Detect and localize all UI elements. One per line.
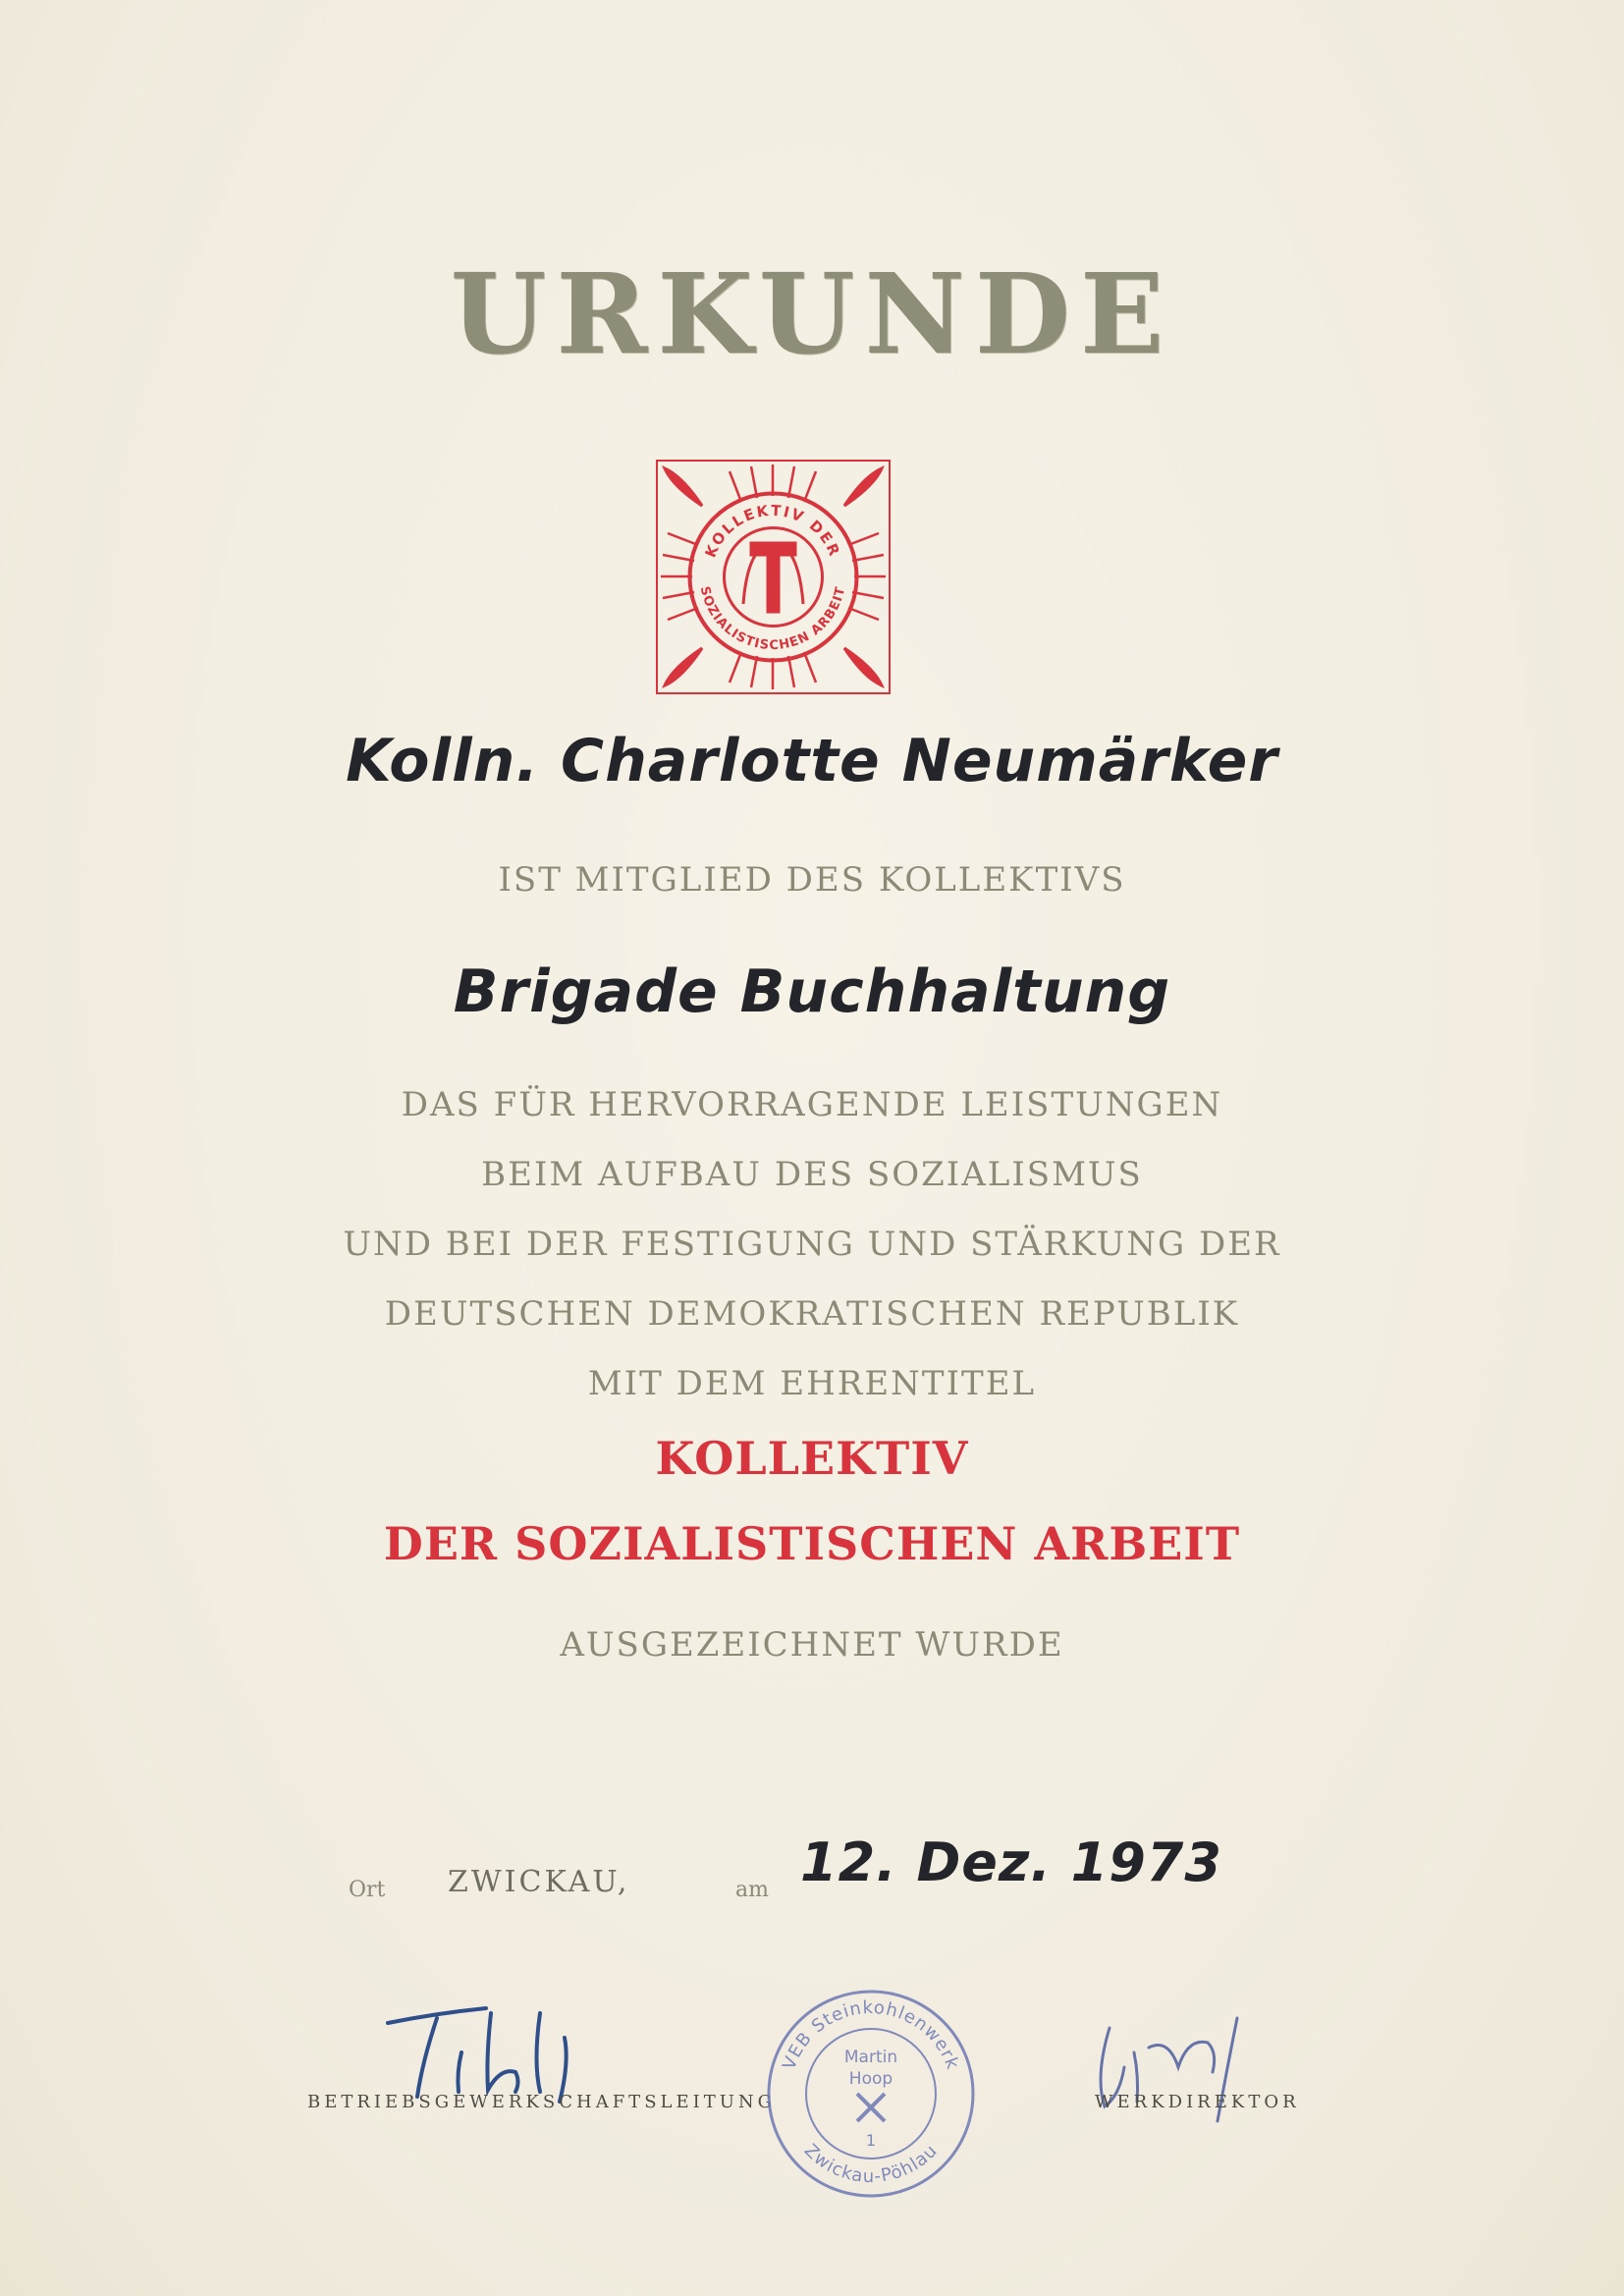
place-label: Ort xyxy=(349,1878,386,1902)
svg-text:KOLLEKTIV DER: KOLLEKTIV DER xyxy=(701,501,844,561)
kollektiv-emblem xyxy=(653,457,893,697)
stamp-bottom-text: Zwickau-Pöhlau xyxy=(799,2140,943,2188)
awarded-text: AUSGEZEICHNET WURDE xyxy=(560,1625,1064,1665)
hammer-pick-icon xyxy=(857,2094,885,2121)
stamp-inner-line2: Hoop xyxy=(848,2069,893,2089)
date-value: 12. Dez. 1973 xyxy=(800,1831,1222,1893)
certificate-title: URKUNDE xyxy=(450,250,1174,379)
body-line: BEIM AUFBAU DES SOZIALISMUS xyxy=(481,1155,1143,1194)
body-line: DEUTSCHEN DEMOKRATISCHEN REPUBLIK xyxy=(384,1294,1240,1334)
honor-title-line2: DER SOZIALISTISCHEN ARBEIT xyxy=(383,1517,1241,1570)
signatory-director-label: WERKDIREKTOR xyxy=(1095,2092,1300,2112)
member-text: IST MITGLIED DES KOLLEKTIVS xyxy=(498,860,1126,900)
place-value: ZWICKAU, xyxy=(448,1865,630,1899)
body-text xyxy=(0,1070,1624,1419)
body-line: UND BEI DER FESTIGUNG UND STÄRKUNG DER xyxy=(343,1225,1281,1264)
date-label: am xyxy=(735,1878,769,1902)
stamp-inner-line1: Martin xyxy=(843,2048,898,2067)
stamp-number: 1 xyxy=(865,2131,877,2150)
collective-name: Brigade Buchhaltung xyxy=(453,957,1171,1026)
official-stamp xyxy=(761,1984,982,2205)
svg-text:SOZIALISTISCHEN ARBEIT: SOZIALISTISCHEN ARBEIT xyxy=(696,584,849,654)
stamp-top-text: VEB Steinkohlenwerk xyxy=(779,1996,963,2073)
honor-title-line1: KOLLEKTIV xyxy=(655,1432,969,1485)
body-line: DAS FÜR HERVORRAGENDE LEISTUNGEN xyxy=(401,1085,1223,1124)
recipient-name: Kolln. Charlotte Neumärker xyxy=(346,727,1278,795)
signatory-union-label: BETRIEBSGEWERKSCHAFTSLEITUNG xyxy=(307,2092,777,2112)
body-line: MIT DEM EHRENTITEL xyxy=(587,1364,1037,1403)
